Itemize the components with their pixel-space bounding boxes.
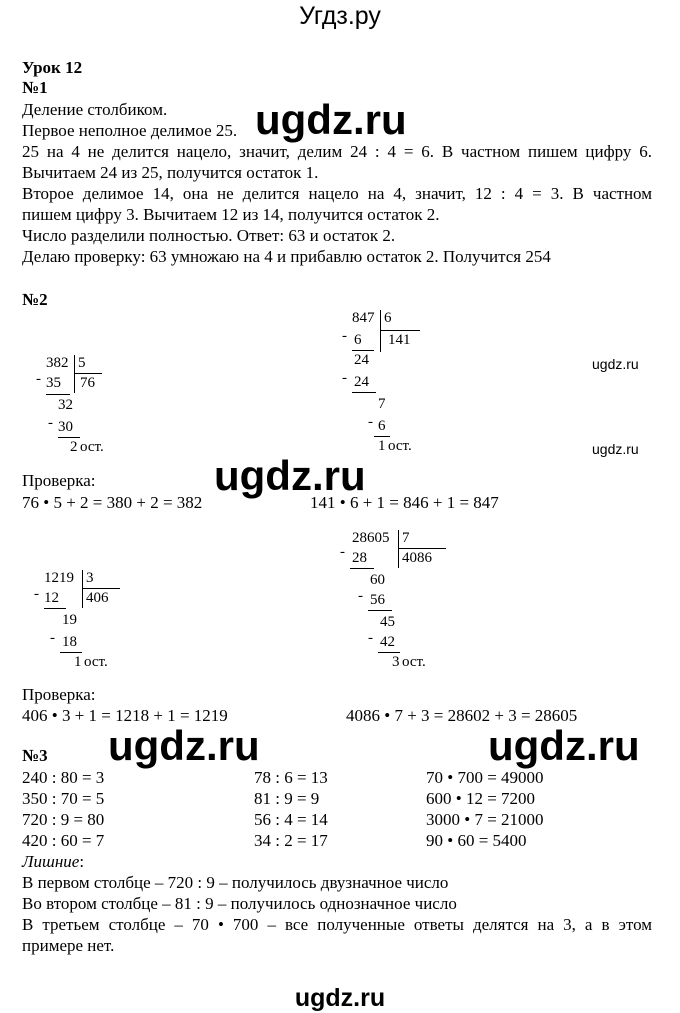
quotient: 4086 — [402, 550, 432, 566]
divisor: 7 — [402, 530, 410, 546]
step: 12 — [44, 590, 59, 606]
step: 30 — [58, 419, 73, 435]
check-left: 406 • 3 + 1 = 1218 + 1 = 1219 — [22, 706, 228, 725]
example: 56 : 4 = 14 — [254, 810, 328, 829]
long-division-1219: 1219 3 406 - 12 19 - 18 1 ост. — [34, 570, 154, 680]
explanation-line: В первом столбце – 720 : 9 – получилось двузначное число — [22, 873, 449, 892]
step: 35 — [46, 375, 61, 391]
long-division-28605: 28605 7 4086 - 28 60 - 56 45 - 42 3 ост. — [340, 530, 470, 680]
dividend: 382 — [46, 355, 69, 371]
step: 56 — [370, 592, 385, 608]
example: 600 • 12 = 7200 — [426, 789, 536, 808]
task1-line: Второе делимое 14, она не делится нацело на 4, значит, 12 : 4 = 3. В частном — [22, 184, 652, 203]
divisor: 3 — [86, 570, 94, 586]
step: 6 — [378, 418, 386, 434]
example: 90 • 60 = 5400 — [426, 831, 527, 850]
extra-heading: Лишние: — [22, 852, 85, 871]
dividend: 28605 — [352, 530, 390, 546]
task1-line: Деление столбиком. — [22, 100, 168, 119]
example: 420 : 60 = 7 — [22, 831, 105, 850]
step: 19 — [62, 612, 77, 628]
example: 81 : 9 = 9 — [254, 789, 320, 808]
watermark: ugdz.ru — [488, 722, 640, 769]
site-footer: ugdz.ru — [294, 984, 386, 1012]
dividend: 1219 — [44, 570, 74, 586]
remainder: 1 — [378, 438, 386, 454]
task1-heading: №1 — [22, 78, 48, 97]
example: 240 : 80 = 3 — [22, 768, 105, 787]
check-left: 76 • 5 + 2 = 380 + 2 = 382 — [22, 493, 203, 512]
dividend: 847 — [352, 310, 375, 326]
step: 24 — [354, 374, 369, 390]
example: 78 : 6 = 13 — [254, 768, 328, 787]
task1-line: пишем цифру 3. Вычитаем 12 из 14, получится остаток 2. — [22, 205, 440, 224]
check-right: 141 • 6 + 1 = 846 + 1 = 847 — [310, 493, 499, 512]
task1-line: Первое неполное делимое 25. — [22, 121, 238, 140]
remainder-label: ост. — [84, 654, 108, 670]
explanation-line: Во втором столбце – 81 : 9 – получилось однозначное число — [22, 894, 457, 913]
quotient: 406 — [86, 590, 109, 606]
watermark: ugdz.ru — [108, 722, 260, 769]
watermark: ugdz.ru — [592, 356, 639, 372]
step: 7 — [378, 396, 386, 412]
quotient: 76 — [80, 375, 95, 391]
check-label: Проверка: — [22, 471, 96, 490]
watermark: ugdz.ru — [255, 96, 407, 143]
watermark: ugdz.ru — [592, 441, 639, 457]
check-label: Проверка: — [22, 685, 96, 704]
quotient: 141 — [388, 332, 411, 348]
long-division-382: 382 5 76 - 35 32 - 30 2 ост. — [36, 355, 104, 455]
task2-heading: №2 — [22, 290, 48, 309]
check-right: 4086 • 7 + 3 = 28602 + 3 = 28605 — [346, 706, 578, 725]
step: 18 — [62, 634, 77, 650]
step: 24 — [354, 352, 369, 368]
task3-heading: №3 — [22, 746, 48, 765]
step: 32 — [58, 397, 73, 413]
remainder: 2 — [70, 439, 78, 455]
task1-line: Делаю проверку: 63 умножаю на 4 и прибавлю остаток 2. Получится 254 — [22, 247, 551, 266]
step: 42 — [380, 634, 395, 650]
task1-line: Вычитаем 24 из 25, получится остаток 1. — [22, 163, 319, 182]
divisor: 5 — [78, 355, 86, 371]
divisor: 6 — [384, 310, 392, 326]
explanation-line: В третьем столбце – 70 • 700 – все полученные ответы делятся на 3, а в этом — [22, 915, 652, 934]
remainder-label: ост. — [388, 438, 412, 454]
example: 3000 • 7 = 21000 — [426, 810, 544, 829]
step: 60 — [370, 572, 385, 588]
example: 70 • 700 = 49000 — [426, 768, 544, 787]
step: 45 — [380, 614, 395, 630]
remainder: 1 — [74, 654, 82, 670]
example: 350 : 70 = 5 — [22, 789, 105, 808]
site-title: Угдз.ру — [299, 2, 381, 30]
explanation-line: примере нет. — [22, 936, 115, 955]
remainder-label: ост. — [80, 439, 104, 455]
step: 6 — [354, 332, 362, 348]
example: 720 : 9 = 80 — [22, 810, 105, 829]
lesson-title: Урок 12 — [22, 58, 83, 77]
example: 34 : 2 = 17 — [254, 831, 328, 850]
step: 28 — [352, 550, 367, 566]
task1-line: Число разделили полностью. Ответ: 63 и остаток 2. — [22, 226, 396, 245]
long-division-847: 847 6 141 - 6 24 - 24 7 - 6 1 ост. — [342, 310, 472, 460]
task1-line: 25 на 4 не делится нацело, значит, делим 24 : 4 = 6. В частном пишем цифру 6. — [22, 142, 652, 161]
watermark: ugdz.ru — [214, 452, 366, 499]
remainder-label: ост. — [402, 654, 426, 670]
remainder: 3 — [392, 654, 400, 670]
